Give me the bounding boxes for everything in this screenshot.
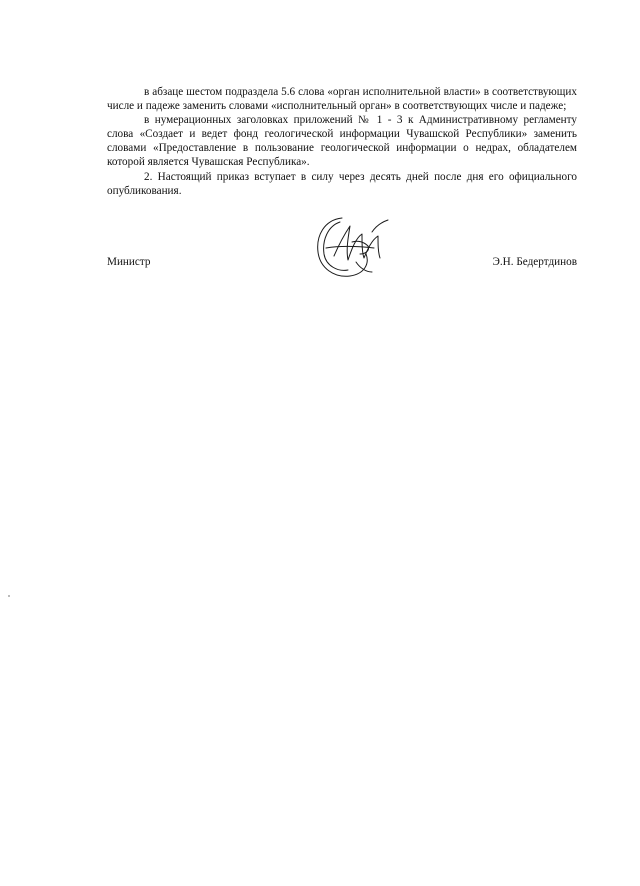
paragraph-abzac: в абзаце шестом подраздела 5.6 слова «орган исполнительной власти» в соответствующих числе и падеже заменить словами «исполнительный орган» в соответствующих числе и падеже; bbox=[107, 86, 577, 113]
paragraph-vstupaet-v-silu: 2. Настоящий приказ вступает в силу через десять дней после дня его официального опубликования. bbox=[107, 170, 577, 197]
margin-mark bbox=[8, 595, 10, 597]
signer-name: Э.Н. Бедертдинов bbox=[492, 256, 577, 268]
paragraph-zagolovki: в нумерационных заголовках приложений № 1 - 3 к Административному регламенту слова «Создает и ведет фонд геологической информации Чувашской Республики» заменить словами «Предоставление в пользование геологической информации о недрах, обладателем которой является Чувашская Республика». bbox=[107, 114, 577, 169]
signature-block bbox=[107, 256, 577, 276]
document-body bbox=[107, 85, 577, 198]
signer-title: Министр bbox=[107, 256, 151, 268]
